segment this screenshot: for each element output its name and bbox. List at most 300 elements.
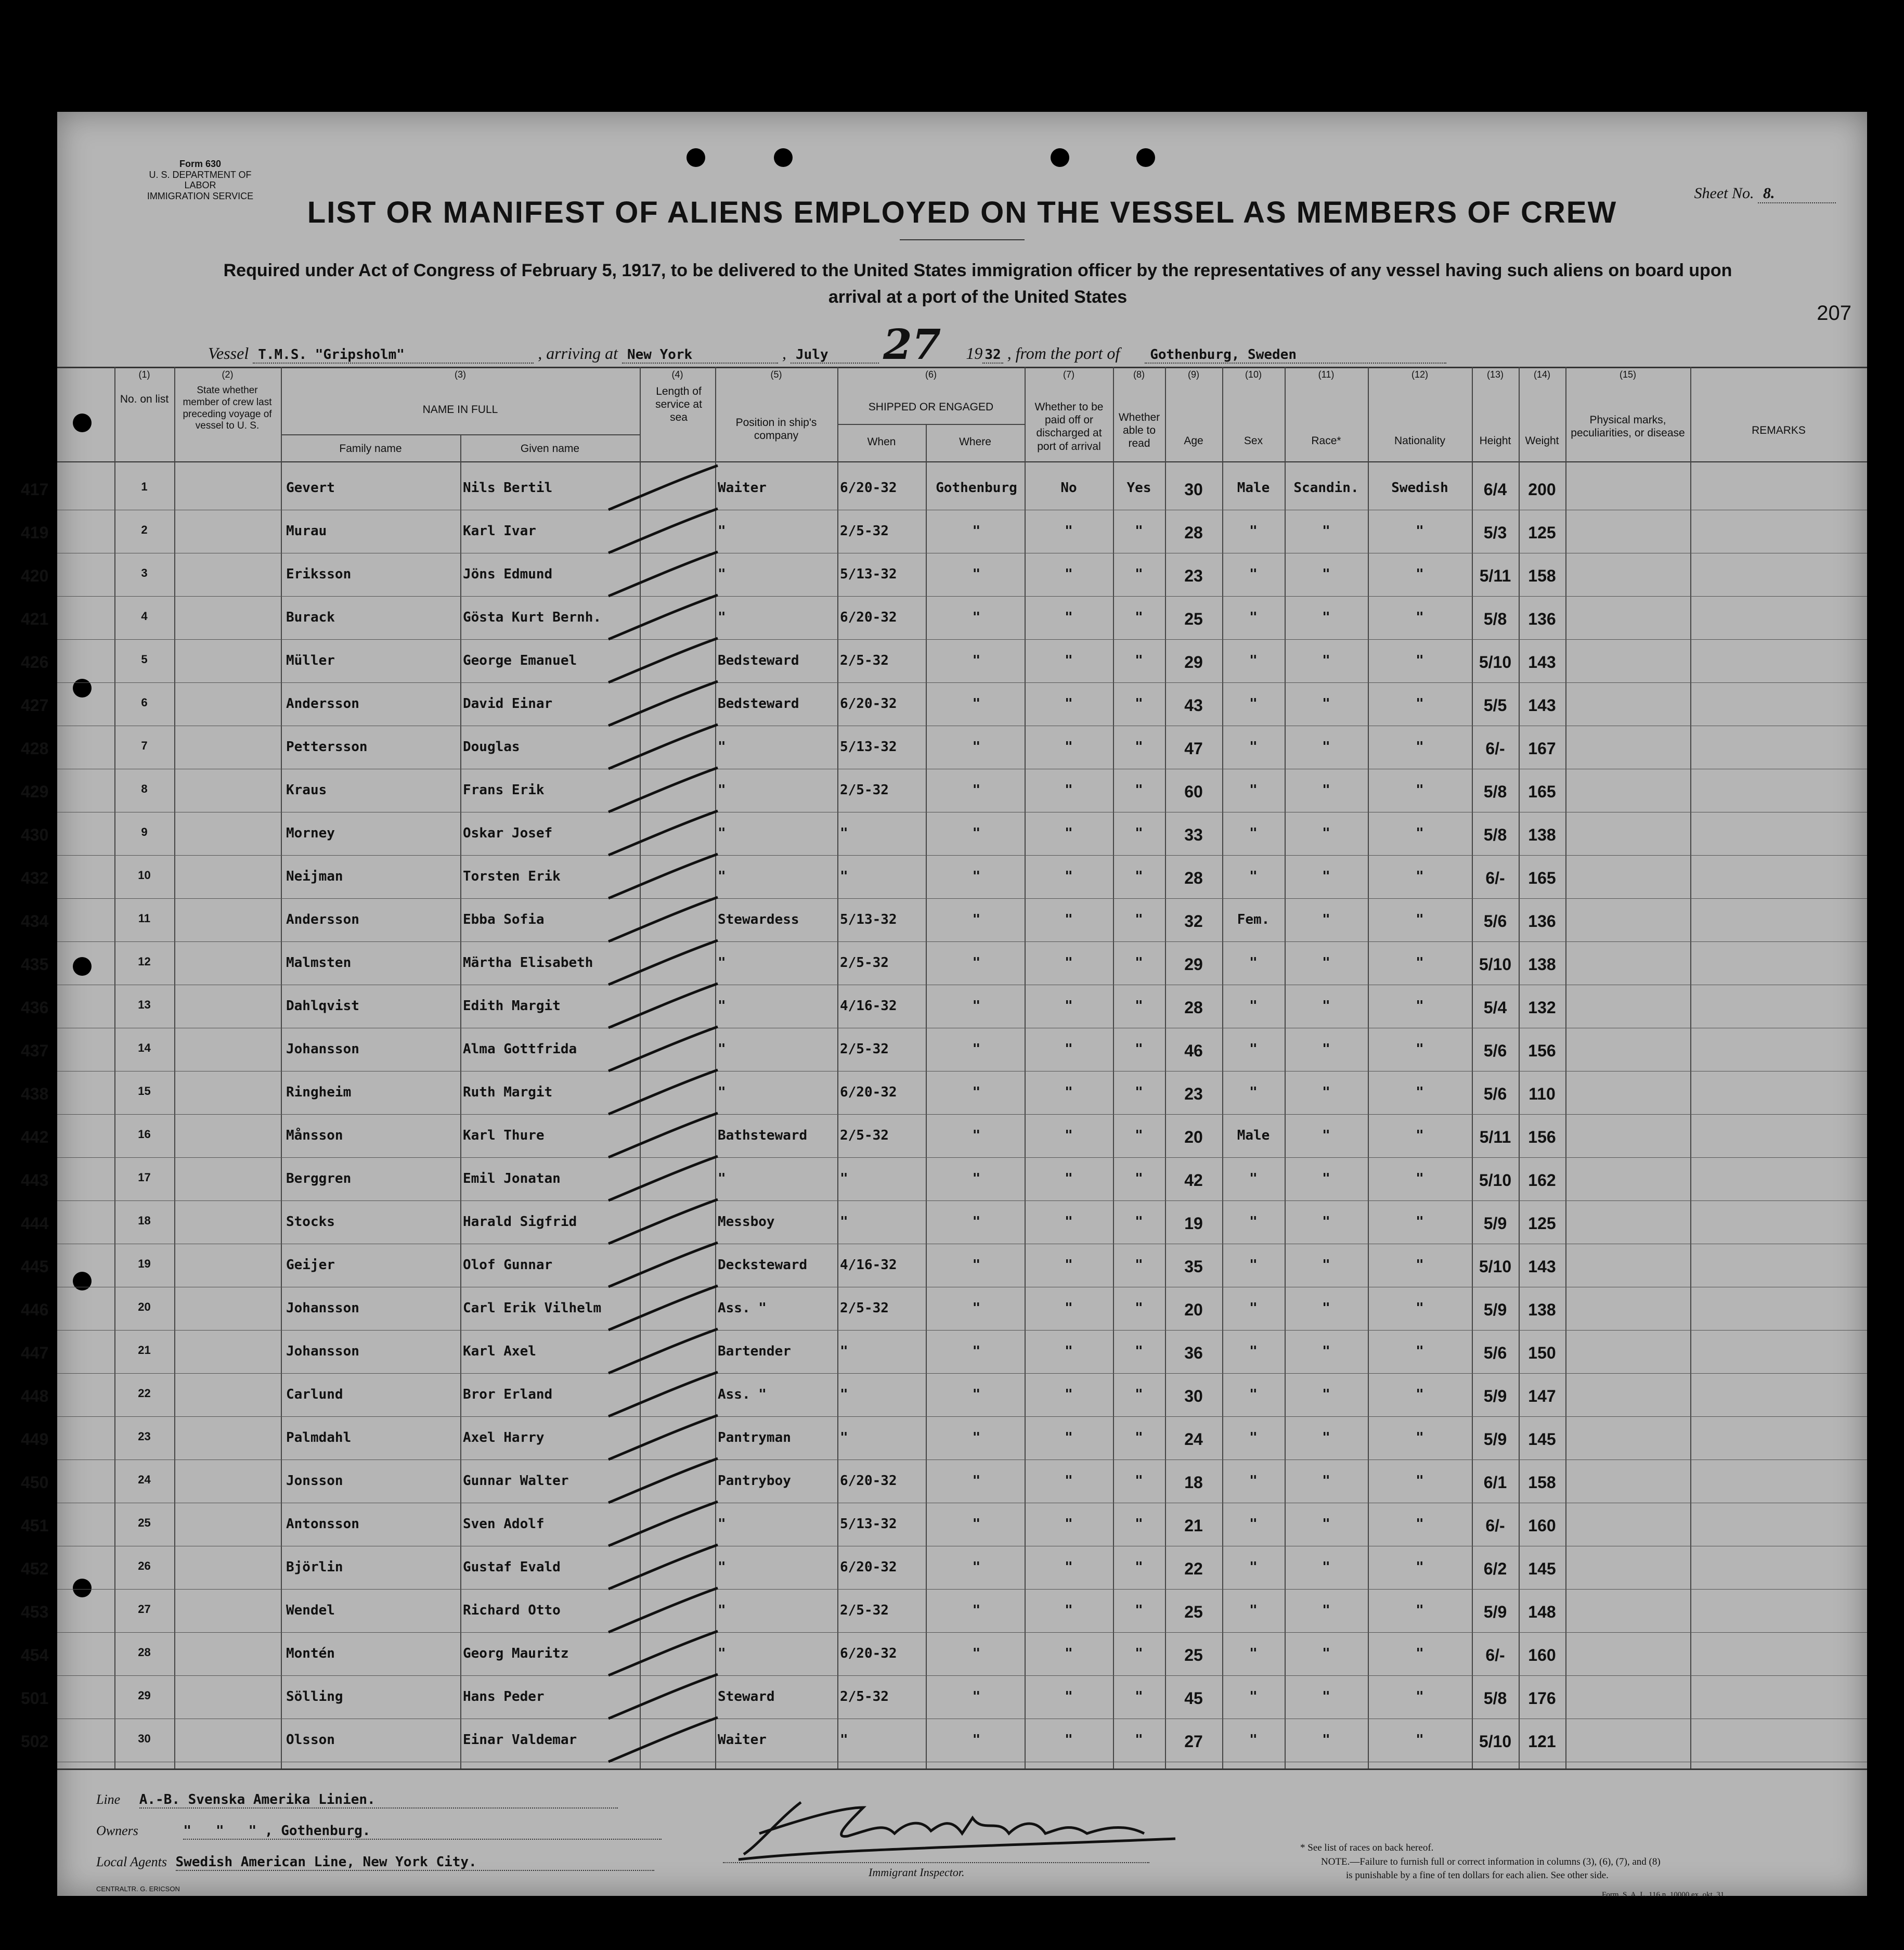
nationality: " [1416, 1646, 1424, 1661]
shipped-when: 2/5-32 [840, 1603, 889, 1618]
able-to-read: " [1135, 869, 1143, 884]
weight: 167 [1528, 739, 1556, 758]
weight: 158 [1528, 1473, 1556, 1492]
paid-off: " [1065, 998, 1073, 1014]
col3b-header: Given name [520, 443, 580, 455]
shipped-where: " [972, 1689, 981, 1704]
family-name: Eriksson [286, 566, 352, 582]
position: " [718, 1559, 726, 1575]
given-name: Alma Gottfrida [463, 1041, 577, 1057]
weight: 148 [1528, 1603, 1556, 1621]
position: Bartender [718, 1344, 791, 1359]
inspector-signature [728, 1787, 1186, 1865]
line-value: A.-B. Svenska Amerika Linien. [139, 1792, 618, 1809]
position: Decksteward [718, 1257, 808, 1273]
weight: 143 [1528, 653, 1556, 671]
able-to-read: " [1135, 1171, 1143, 1186]
family-name: Gevert [286, 480, 335, 496]
family-name: Berggren [286, 1171, 352, 1186]
sex: " [1249, 1689, 1258, 1704]
position: Pantryman [718, 1430, 791, 1445]
arrival-port: New York [622, 347, 778, 364]
nationality: " [1416, 955, 1424, 971]
department-name: U. S. DEPARTMENT OF LABOR [149, 169, 252, 191]
column-divider [1565, 367, 1566, 1768]
margin-number: 437 [21, 1041, 49, 1060]
given-name: David Einar [463, 696, 553, 712]
margin-number: 451 [21, 1516, 49, 1535]
shipped-when: " [840, 869, 848, 884]
col8-number: (8) [1133, 369, 1145, 380]
inspector-label: Immigrant Inspector. [869, 1866, 965, 1879]
paid-off: " [1065, 1732, 1073, 1748]
weight: 121 [1528, 1732, 1556, 1751]
margin-number: 501 [21, 1689, 49, 1708]
col13-number: (13) [1486, 369, 1504, 380]
row-rule [57, 1416, 1867, 1417]
arriving-label: , arriving at [538, 344, 618, 363]
position: Ass. " [718, 1300, 767, 1316]
age: 43 [1184, 696, 1203, 715]
nationality: " [1416, 739, 1424, 755]
sex: " [1249, 1646, 1258, 1661]
shipped-when: 6/20-32 [840, 1559, 897, 1575]
sex: " [1249, 998, 1258, 1014]
able-to-read: " [1135, 1559, 1143, 1575]
weight: 138 [1528, 955, 1556, 974]
nationality: " [1416, 696, 1424, 712]
margin-number: 445 [21, 1257, 49, 1276]
race: " [1322, 869, 1330, 884]
position: " [718, 566, 726, 582]
paid-off: " [1065, 1387, 1073, 1402]
remarks-header: REMARKS [1752, 424, 1806, 436]
shipped-where: " [972, 998, 981, 1014]
paid-off: " [1065, 566, 1073, 582]
position: " [718, 998, 726, 1014]
shipped-where: Gothenburg [936, 480, 1017, 496]
nationality: " [1416, 1300, 1424, 1316]
able-to-read: " [1135, 1473, 1143, 1489]
list-number: 28 [138, 1646, 151, 1659]
margin-number: 432 [21, 869, 49, 887]
family-name: Carlund [286, 1387, 343, 1402]
height: 5/5 [1483, 696, 1507, 715]
margin-number: 436 [21, 998, 49, 1017]
margin-number: 454 [21, 1646, 49, 1664]
col2-number: (2) [222, 369, 234, 380]
paid-off: " [1065, 653, 1073, 668]
race: " [1322, 1257, 1330, 1273]
shipped-when: 5/13-32 [840, 566, 897, 582]
owners-value: " " " , Gothenburg. [183, 1823, 662, 1840]
nationality: " [1416, 1171, 1424, 1186]
weight: 138 [1528, 825, 1556, 844]
able-to-read: " [1135, 523, 1143, 539]
able-to-read: " [1135, 782, 1143, 798]
shipped-where: " [972, 1516, 981, 1532]
nationality: " [1416, 566, 1424, 582]
able-to-read: " [1135, 1516, 1143, 1532]
given-name: George Emanuel [463, 653, 577, 668]
col5-header: Position in ship's company [735, 417, 817, 442]
age: 29 [1184, 955, 1203, 974]
height: 6/- [1485, 869, 1505, 887]
family-name: Johansson [286, 1300, 359, 1316]
shipped-where: " [972, 1300, 981, 1316]
family-name: Antonsson [286, 1516, 359, 1532]
position: Bedsteward [718, 696, 799, 712]
height: 5/9 [1483, 1387, 1507, 1405]
paid-off: " [1065, 739, 1073, 755]
penalty-note-2: is punishable by a fine of ten dollars for each alien. See other side. [1346, 1870, 1609, 1881]
margin-number: 428 [21, 739, 49, 758]
sex: " [1249, 523, 1258, 539]
punch-hole [73, 957, 92, 976]
shipped-when: 2/5-32 [840, 1300, 889, 1316]
shipped-where: " [972, 1084, 981, 1100]
paid-off: " [1065, 825, 1073, 841]
shipped-subheader-rule [837, 424, 1025, 425]
given-name: Richard Otto [463, 1603, 561, 1618]
nationality: " [1416, 1603, 1424, 1618]
race: " [1322, 739, 1330, 755]
list-number: 5 [141, 653, 148, 666]
shipped-when: 2/5-32 [840, 1128, 889, 1143]
family-name: Burack [286, 610, 335, 625]
margin-number: 429 [21, 782, 49, 801]
able-to-read: " [1135, 1128, 1143, 1143]
col4-header: Length of service at sea [655, 385, 702, 424]
list-number: 19 [138, 1257, 151, 1270]
local-agents-value: Swedish American Line, New York City. [176, 1854, 654, 1871]
paid-off: " [1065, 1603, 1073, 1618]
sex: " [1249, 1603, 1258, 1618]
list-number: 12 [138, 955, 151, 968]
margin-number: 444 [21, 1214, 49, 1233]
sex: Male [1237, 480, 1270, 496]
race: " [1322, 1300, 1330, 1316]
nationality: " [1416, 1689, 1424, 1704]
family-name: Stocks [286, 1214, 335, 1230]
margin-number: 448 [21, 1387, 49, 1405]
race: " [1322, 1473, 1330, 1489]
col12-header: Nationality [1394, 435, 1446, 447]
able-to-read: " [1135, 955, 1143, 971]
nationality: " [1416, 1128, 1424, 1143]
row-rule [57, 1589, 1867, 1590]
race: " [1322, 825, 1330, 841]
height: 5/9 [1483, 1603, 1507, 1621]
margin-number: 452 [21, 1559, 49, 1578]
height: 5/10 [1479, 955, 1512, 974]
position: " [718, 782, 726, 798]
position: Steward [718, 1689, 775, 1704]
race: " [1322, 1516, 1330, 1532]
position: " [718, 1646, 726, 1661]
position: Waiter [718, 480, 767, 496]
family-name: Sölling [286, 1689, 343, 1704]
margin-number: 417 [21, 480, 49, 499]
shipped-when: 2/5-32 [840, 523, 889, 539]
sex: " [1249, 955, 1258, 971]
family-name: Månsson [286, 1128, 343, 1143]
list-number: 7 [141, 739, 148, 752]
col14-header: Weight [1525, 435, 1559, 447]
height: 5/4 [1483, 998, 1507, 1017]
age: 60 [1184, 782, 1203, 801]
col7-number: (7) [1063, 369, 1074, 380]
paid-off: " [1065, 523, 1073, 539]
sex: " [1249, 610, 1258, 625]
height: 5/9 [1483, 1430, 1507, 1449]
sex: " [1249, 1516, 1258, 1532]
height: 5/3 [1483, 523, 1507, 542]
list-number: 27 [138, 1603, 151, 1616]
shipped-where: " [972, 869, 981, 884]
row-rule [57, 1114, 1867, 1115]
list-number: 4 [141, 610, 148, 623]
able-to-read: " [1135, 739, 1143, 755]
age: 18 [1184, 1473, 1203, 1492]
position: Bathsteward [718, 1128, 808, 1143]
given-name: Ruth Margit [463, 1084, 553, 1100]
list-number: 3 [141, 566, 148, 579]
paid-off: " [1065, 1300, 1073, 1316]
col1-header: No. on list [120, 393, 169, 405]
row-rule [57, 639, 1867, 640]
race: " [1322, 998, 1330, 1014]
list-number: 24 [138, 1473, 151, 1486]
col2-header: State whether member of crew last preceding voyage of vessel to U. S. [183, 385, 272, 432]
weight: 143 [1528, 696, 1556, 715]
table-header-border [57, 461, 1867, 462]
position: Pantryboy [718, 1473, 791, 1489]
paid-off: " [1065, 1041, 1073, 1057]
shipped-when: " [840, 1732, 848, 1748]
able-to-read: " [1135, 825, 1143, 841]
row-rule [57, 855, 1867, 856]
printer-credit: CENTRALTR. G. ERICSON [96, 1885, 180, 1893]
weight: 160 [1528, 1646, 1556, 1664]
requirement-line-2: arrival at a port of the United States [828, 287, 1128, 307]
shipped-when: 6/20-32 [840, 1473, 897, 1489]
age: 24 [1184, 1430, 1203, 1449]
race: " [1322, 1387, 1330, 1402]
requirement-line-1: Required under Act of Congress of February 5, 1917, to be delivered to the United States immigration officer by the representatives of any vessel having such aliens on board upon [223, 261, 1732, 280]
arrival-month: July [791, 347, 879, 364]
able-to-read: " [1135, 1430, 1143, 1445]
able-to-read: " [1135, 1387, 1143, 1402]
col3-number: (3) [455, 369, 466, 380]
height: 5/6 [1483, 1084, 1507, 1103]
nationality: " [1416, 1344, 1424, 1359]
weight: 143 [1528, 1257, 1556, 1276]
paid-off: " [1065, 1473, 1073, 1489]
able-to-read: " [1135, 1041, 1143, 1057]
shipped-where: " [972, 1473, 981, 1489]
col7-header: Whether to be paid off or discharged at port of arrival [1034, 401, 1104, 453]
able-to-read: " [1135, 696, 1143, 712]
able-to-read: " [1135, 998, 1143, 1014]
list-number: 26 [138, 1559, 151, 1572]
weight: 145 [1528, 1559, 1556, 1578]
sex: " [1249, 653, 1258, 668]
form-number: Form 630 [179, 159, 222, 169]
year-suffix: 32 [982, 347, 1003, 364]
age: 33 [1184, 825, 1203, 844]
race: " [1322, 523, 1330, 539]
col11-number: (11) [1318, 369, 1335, 380]
shipped-where: " [972, 782, 981, 798]
shipped-where: " [972, 1732, 981, 1748]
paid-off: " [1065, 1430, 1073, 1445]
height: 5/10 [1479, 1732, 1512, 1751]
race: " [1322, 610, 1330, 625]
list-number: 20 [138, 1300, 151, 1313]
given-name: Ebba Sofia [463, 912, 545, 927]
shipped-when: 6/20-32 [840, 1084, 897, 1100]
margin-number: 450 [21, 1473, 49, 1492]
paid-off: " [1065, 912, 1073, 927]
family-name: Johansson [286, 1344, 359, 1359]
punch-hole [1051, 148, 1069, 167]
vessel-label: Vessel [208, 344, 249, 363]
shipped-where: " [972, 1128, 981, 1143]
col1-number: (1) [138, 369, 150, 380]
col13-header: Height [1479, 435, 1511, 447]
shipped-where: " [972, 825, 981, 841]
margin-number: 430 [21, 825, 49, 844]
col10-header: Sex [1244, 435, 1263, 447]
column-divider [174, 367, 175, 1768]
line-label: Line [96, 1792, 121, 1807]
position: " [718, 955, 726, 971]
weight: 162 [1528, 1171, 1556, 1190]
row-rule [57, 1200, 1867, 1201]
height: 5/6 [1483, 912, 1507, 931]
shipped-where: " [972, 1646, 981, 1661]
family-name: Dahlqvist [286, 998, 359, 1014]
race-footnote: * See list of races on back hereof. [1300, 1842, 1434, 1853]
age: 20 [1184, 1128, 1203, 1146]
nationality: " [1416, 1387, 1424, 1402]
able-to-read: " [1135, 1257, 1143, 1273]
from-port-label: , from the port of [1007, 344, 1120, 363]
column-divider [460, 434, 461, 1768]
title-underline [900, 239, 1025, 240]
paid-off: " [1065, 1689, 1073, 1704]
position: Messboy [718, 1214, 775, 1230]
shipped-where: " [972, 653, 981, 668]
age: 29 [1184, 653, 1203, 671]
sheet-number-value: 8. [1758, 185, 1836, 203]
form-code: Form. S. A. L. 116 n. 10000 ex. okt. 31. [1602, 1891, 1727, 1899]
weight: 165 [1528, 782, 1556, 801]
race: " [1322, 955, 1330, 971]
shipped-when: " [840, 1387, 848, 1402]
list-number: 1 [141, 480, 148, 493]
height: 5/6 [1483, 1344, 1507, 1362]
margin-number: 447 [21, 1344, 49, 1362]
punch-hole [1136, 148, 1155, 167]
paid-off: " [1065, 610, 1073, 625]
family-name: Palmdahl [286, 1430, 352, 1445]
nationality: " [1416, 1732, 1424, 1748]
shipped-when: 5/13-32 [840, 739, 897, 755]
col9-header: Age [1184, 435, 1203, 447]
able-to-read: " [1135, 566, 1143, 582]
shipped-when: " [840, 1214, 848, 1230]
race: " [1322, 1214, 1330, 1230]
list-number: 14 [138, 1041, 151, 1054]
family-name: Olsson [286, 1732, 335, 1748]
position: " [718, 825, 726, 841]
shipped-where: " [972, 1344, 981, 1359]
nationality: Swedish [1391, 480, 1448, 496]
shipped-when: " [840, 1430, 848, 1445]
list-number: 30 [138, 1732, 151, 1745]
age: 35 [1184, 1257, 1203, 1276]
sex: " [1249, 1257, 1258, 1273]
sex: " [1249, 1041, 1258, 1057]
shipped-when: 5/13-32 [840, 912, 897, 927]
height: 5/9 [1483, 1300, 1507, 1319]
sex: " [1249, 1732, 1258, 1748]
race: " [1322, 1603, 1330, 1618]
nationality: " [1416, 610, 1424, 625]
able-to-read: " [1135, 1689, 1143, 1704]
given-name: Frans Erik [463, 782, 545, 798]
requirement-text [130, 257, 1825, 311]
shipped-where: " [972, 523, 981, 539]
age: 23 [1184, 566, 1203, 585]
margin-number: 442 [21, 1128, 49, 1146]
nationality: " [1416, 912, 1424, 927]
list-number: 15 [138, 1084, 151, 1097]
local-agents-label: Local Agents [96, 1854, 167, 1869]
margin-number: 434 [21, 912, 49, 931]
list-number: 10 [138, 869, 151, 882]
family-name: Geijer [286, 1257, 335, 1273]
height: 6/- [1485, 1646, 1505, 1664]
shipped-when: 2/5-32 [840, 955, 889, 971]
sex: " [1249, 696, 1258, 712]
weight: 200 [1528, 480, 1556, 499]
family-name: Wendel [286, 1603, 335, 1618]
nationality: " [1416, 1559, 1424, 1575]
family-name: Kraus [286, 782, 327, 798]
height: 6/- [1485, 739, 1505, 758]
given-name: Gösta Kurt Bernh. [463, 610, 602, 625]
shipped-when: 2/5-32 [840, 1689, 889, 1704]
age: 30 [1184, 480, 1203, 499]
given-name: Karl Thure [463, 1128, 545, 1143]
race: " [1322, 1559, 1330, 1575]
margin-number: 420 [21, 566, 49, 585]
table-bottom-border [57, 1768, 1867, 1770]
nationality: " [1416, 1214, 1424, 1230]
age: 22 [1184, 1559, 1203, 1578]
height: 5/8 [1483, 825, 1507, 844]
shipped-where: " [972, 696, 981, 712]
punch-hole [73, 1579, 92, 1597]
shipped-when: " [840, 1344, 848, 1359]
sex: " [1249, 1300, 1258, 1316]
shipped-where: " [972, 739, 981, 755]
given-name: Carl Erik Vilhelm [463, 1300, 602, 1316]
weight: 145 [1528, 1430, 1556, 1449]
